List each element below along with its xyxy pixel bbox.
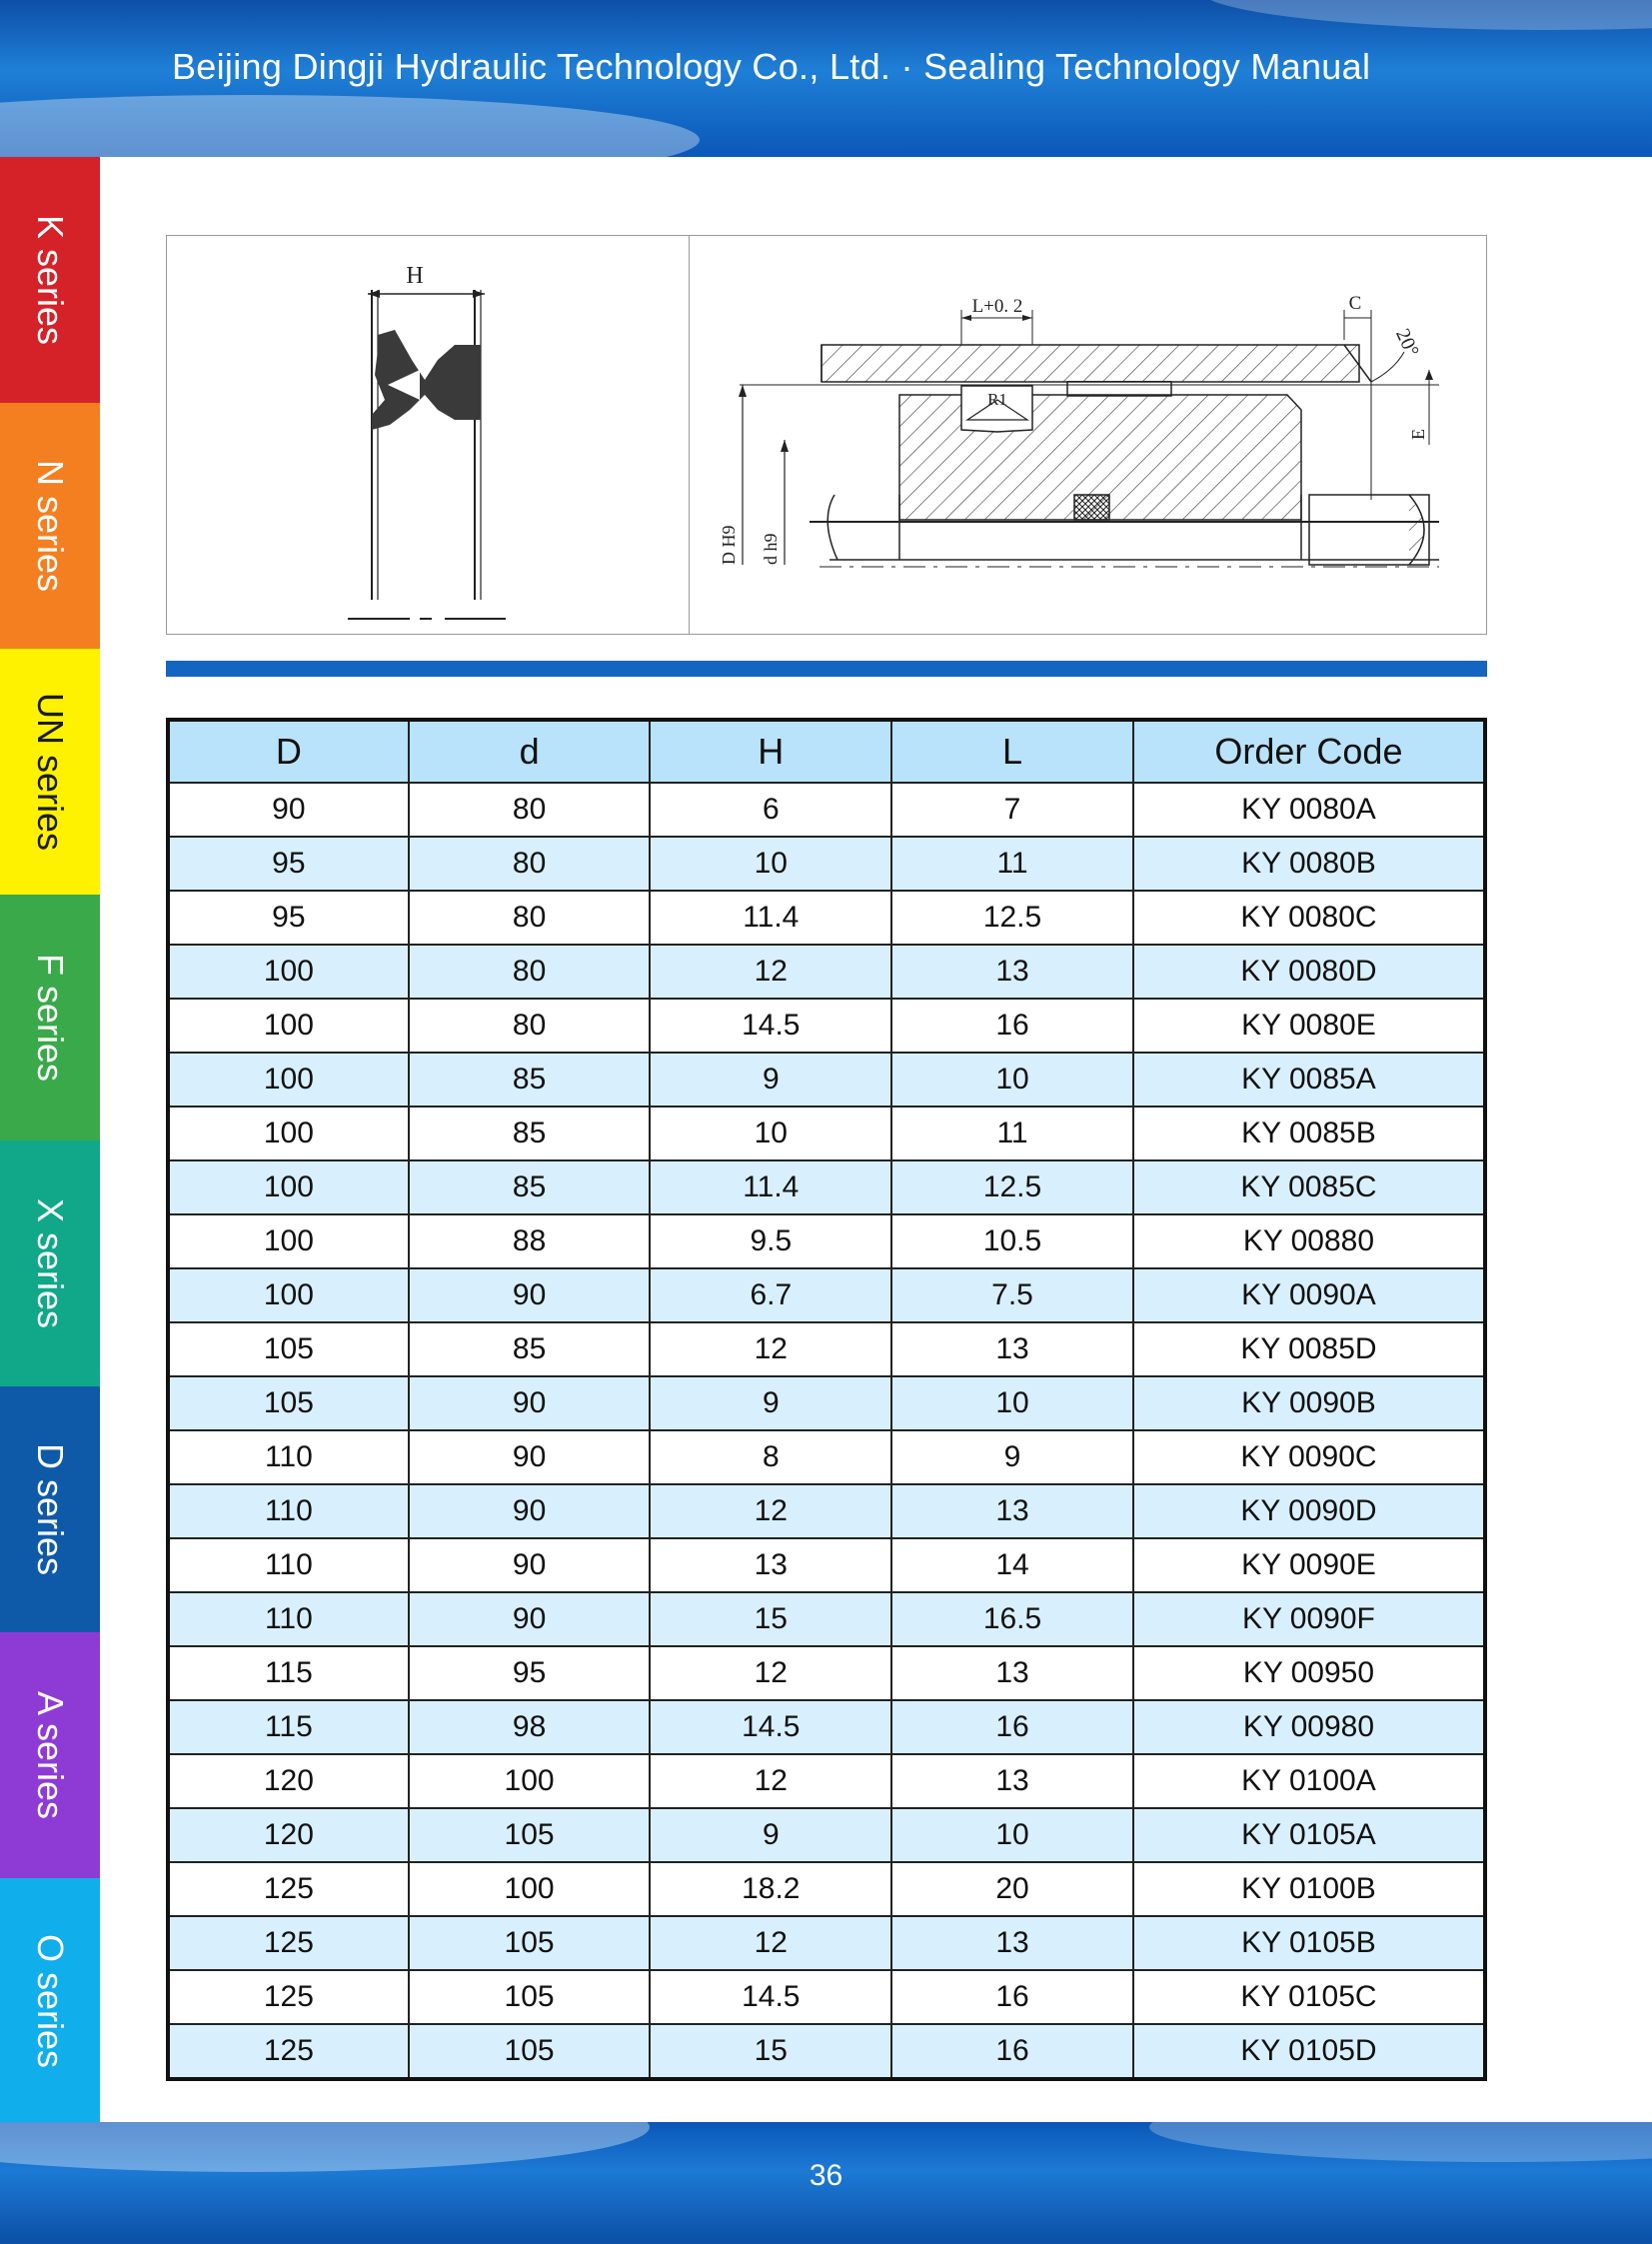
table-cell: 125 [168, 1916, 409, 1970]
table-cell: 85 [409, 1107, 651, 1160]
column-header: Order Code [1133, 720, 1485, 783]
table-cell: 9 [650, 1376, 891, 1430]
dimension-label-d-rod: d h9 [761, 533, 781, 565]
tab-a-series[interactable] [0, 1632, 100, 1878]
table-cell: 12 [650, 1484, 891, 1538]
tab-x-series[interactable] [0, 1140, 100, 1386]
table-cell: 95 [168, 837, 409, 891]
table-cell: 100 [168, 1107, 409, 1160]
table-cell: 9 [650, 1053, 891, 1107]
table-cell: 95 [168, 891, 409, 945]
table-cell: KY 0100A [1133, 1754, 1485, 1808]
table-cell: 6.7 [650, 1268, 891, 1322]
table-cell: 6 [650, 783, 891, 837]
table-cell: 16 [891, 2024, 1133, 2079]
dimension-label-h: H [406, 263, 424, 289]
table-cell: 9 [891, 1430, 1133, 1484]
table-row [168, 1970, 1485, 2024]
table-row [168, 1592, 1485, 1646]
table-cell: 100 [168, 999, 409, 1053]
table-cell: 16.5 [891, 1592, 1133, 1646]
table-cell: KY 0080E [1133, 999, 1485, 1053]
table-cell: 110 [168, 1430, 409, 1484]
tab-label: D series [30, 1442, 71, 1576]
dimension-label-r: R1 [987, 390, 1007, 409]
tab-d-series[interactable] [0, 1386, 100, 1632]
table-cell: 100 [168, 1268, 409, 1322]
table-row [168, 1916, 1485, 1970]
table-cell: 12 [650, 1916, 891, 1970]
table-cell: 80 [409, 891, 651, 945]
table-row [168, 1484, 1485, 1538]
table-cell: 110 [168, 1592, 409, 1646]
table-cell: 100 [168, 1214, 409, 1268]
table-cell: 110 [168, 1538, 409, 1592]
tab-label: A series [30, 1690, 71, 1820]
table-cell: 16 [891, 1970, 1133, 2024]
table-cell: 13 [891, 1916, 1133, 1970]
table-cell: 9 [650, 1808, 891, 1862]
table-cell: 14 [891, 1538, 1133, 1592]
table-cell: 15 [650, 2024, 891, 2079]
table-cell: 90 [409, 1484, 651, 1538]
table-cell: 125 [168, 1970, 409, 2024]
table-cell: 115 [168, 1646, 409, 1700]
table-cell: 16 [891, 999, 1133, 1053]
seal-drawing [0, 0, 1652, 700]
dimension-label-d-bore: D H9 [719, 525, 739, 565]
table-cell: 115 [168, 1700, 409, 1754]
table-row [168, 1862, 1485, 1916]
groove-assembly [739, 310, 1439, 567]
table-row [168, 1700, 1485, 1754]
table-cell: 11.4 [650, 1160, 891, 1214]
table-cell: KY 0080B [1133, 837, 1485, 891]
table-cell: 100 [409, 1862, 651, 1916]
table-cell: 12 [650, 1754, 891, 1808]
table-row [168, 1754, 1485, 1808]
seal-dimension-table [166, 718, 1487, 2081]
table-cell: 80 [409, 837, 651, 891]
table-cell: KY 0090B [1133, 1376, 1485, 1430]
table-cell: KY 0090F [1133, 1592, 1485, 1646]
table-cell: KY 0085B [1133, 1107, 1485, 1160]
column-header: d [409, 720, 651, 783]
section-divider-bar [166, 661, 1487, 677]
dimension-label-e: E [1408, 429, 1428, 440]
table-cell: 8 [650, 1430, 891, 1484]
table-cell: KY 00980 [1133, 1700, 1485, 1754]
table-cell: 88 [409, 1214, 651, 1268]
table-cell: KY 00880 [1133, 1214, 1485, 1268]
table-cell: 100 [168, 1160, 409, 1214]
table-cell: 90 [409, 1376, 651, 1430]
table-cell: 100 [168, 945, 409, 999]
header-title: Beijing Dingji Hydraulic Technology Co., Ltd. · Sealing Technology Manual [172, 46, 1371, 87]
table-row [168, 1268, 1485, 1322]
table-row [168, 1430, 1485, 1484]
table-cell: KY 0090E [1133, 1538, 1485, 1592]
table-cell: 120 [168, 1808, 409, 1862]
table-cell: KY 0085D [1133, 1322, 1485, 1376]
table-cell: 100 [168, 1053, 409, 1107]
table-cell: 13 [891, 945, 1133, 999]
table-cell: KY 0085A [1133, 1053, 1485, 1107]
table-cell: 10 [891, 1053, 1133, 1107]
table-row [168, 1160, 1485, 1214]
table-cell: 80 [409, 945, 651, 999]
table-cell: 10.5 [891, 1214, 1133, 1268]
table-cell: 14.5 [650, 999, 891, 1053]
table-row [168, 1053, 1485, 1107]
dimension-label-c: C [1348, 293, 1362, 314]
table-cell: 90 [409, 1592, 651, 1646]
table-header-row [168, 720, 1485, 783]
table-cell: 13 [891, 1754, 1133, 1808]
table-row [168, 891, 1485, 945]
seal-profile [348, 290, 506, 619]
tab-label: O series [30, 1933, 72, 2069]
table-cell: 14.5 [650, 1970, 891, 2024]
dimension-label-l: L+0. 2 [971, 296, 1023, 317]
tab-f-series[interactable] [0, 895, 100, 1140]
table-cell: 105 [168, 1376, 409, 1430]
table-cell: 85 [409, 1053, 651, 1107]
table-cell: 100 [409, 1754, 651, 1808]
column-header: H [650, 720, 891, 783]
table-row [168, 1376, 1485, 1430]
table-cell: KY 0105D [1133, 2024, 1485, 2079]
table-cell: 95 [409, 1646, 651, 1700]
table-cell: KY 0105A [1133, 1808, 1485, 1862]
table-cell: 80 [409, 783, 651, 837]
table-cell: 90 [409, 1430, 651, 1484]
table-cell: KY 0085C [1133, 1160, 1485, 1214]
column-header: L [891, 720, 1133, 783]
table-cell: 7 [891, 783, 1133, 837]
table-cell: 110 [168, 1484, 409, 1538]
table-cell: 13 [891, 1484, 1133, 1538]
table-cell: 20 [891, 1862, 1133, 1916]
table-row [168, 1808, 1485, 1862]
table-cell: 13 [650, 1538, 891, 1592]
table-row [168, 2024, 1485, 2079]
table-row [168, 837, 1485, 891]
tab-label: UN series [30, 692, 71, 852]
table-cell: 85 [409, 1160, 651, 1214]
table-cell: 105 [409, 1808, 651, 1862]
table-cell: 10 [891, 1808, 1133, 1862]
table-row [168, 1646, 1485, 1700]
table-cell: 12.5 [891, 1160, 1133, 1214]
table-cell: 105 [409, 1916, 651, 1970]
table-cell: 12 [650, 1646, 891, 1700]
table-row [168, 945, 1485, 999]
table-cell: 13 [891, 1322, 1133, 1376]
table-cell: 90 [409, 1268, 651, 1322]
tab-o-series[interactable] [0, 1878, 100, 2124]
table-cell: 12 [650, 945, 891, 999]
table-cell: KY 0080D [1133, 945, 1485, 999]
table-row [168, 783, 1485, 837]
table-cell: 12 [650, 1322, 891, 1376]
tab-label: F series [30, 953, 71, 1083]
table-cell: 10 [650, 837, 891, 891]
table-cell: 125 [168, 2024, 409, 2079]
table-cell: KY 0100B [1133, 1862, 1485, 1916]
table-row [168, 999, 1485, 1053]
table-cell: KY 0090C [1133, 1430, 1485, 1484]
table-cell: 105 [168, 1322, 409, 1376]
table-row [168, 1538, 1485, 1592]
table-cell: 18.2 [650, 1862, 891, 1916]
table-cell: 120 [168, 1754, 409, 1808]
table-cell: 90 [409, 1538, 651, 1592]
table-cell: KY 0105C [1133, 1970, 1485, 2024]
table-cell: 125 [168, 1862, 409, 1916]
table-cell: 13 [891, 1646, 1133, 1700]
table-cell: 80 [409, 999, 651, 1053]
table-cell: 7.5 [891, 1268, 1133, 1322]
table-row [168, 1107, 1485, 1160]
table-body [168, 783, 1485, 2079]
table-cell: 10 [650, 1107, 891, 1160]
table-cell: 105 [409, 1970, 651, 2024]
table-cell: KY 00950 [1133, 1646, 1485, 1700]
tab-label: X series [30, 1197, 72, 1329]
table-cell: KY 0090A [1133, 1268, 1485, 1322]
page-number: 36 [809, 2159, 843, 2192]
dimension-label-angle: 20° [1391, 325, 1423, 361]
table-cell: KY 0090D [1133, 1484, 1485, 1538]
table-cell: 11.4 [650, 891, 891, 945]
column-header: D [168, 720, 409, 783]
table-cell: KY 0080A [1133, 783, 1485, 837]
table-cell: 11 [891, 1107, 1133, 1160]
table-row [168, 1214, 1485, 1268]
table-row [168, 1322, 1485, 1376]
table-cell: 15 [650, 1592, 891, 1646]
table-cell: KY 0080C [1133, 891, 1485, 945]
table-cell: 14.5 [650, 1700, 891, 1754]
table-cell: 9.5 [650, 1214, 891, 1268]
table-cell: 105 [409, 2024, 651, 2079]
table-cell: KY 0105B [1133, 1916, 1485, 1970]
tab-label: K series [30, 214, 72, 346]
table-cell: 11 [891, 837, 1133, 891]
table-cell: 90 [168, 783, 409, 837]
table-cell: 16 [891, 1700, 1133, 1754]
tab-label: N series [30, 459, 71, 593]
table-cell: 85 [409, 1322, 651, 1376]
table-cell: 12.5 [891, 891, 1133, 945]
table-cell: 98 [409, 1700, 651, 1754]
table-cell: 10 [891, 1376, 1133, 1430]
